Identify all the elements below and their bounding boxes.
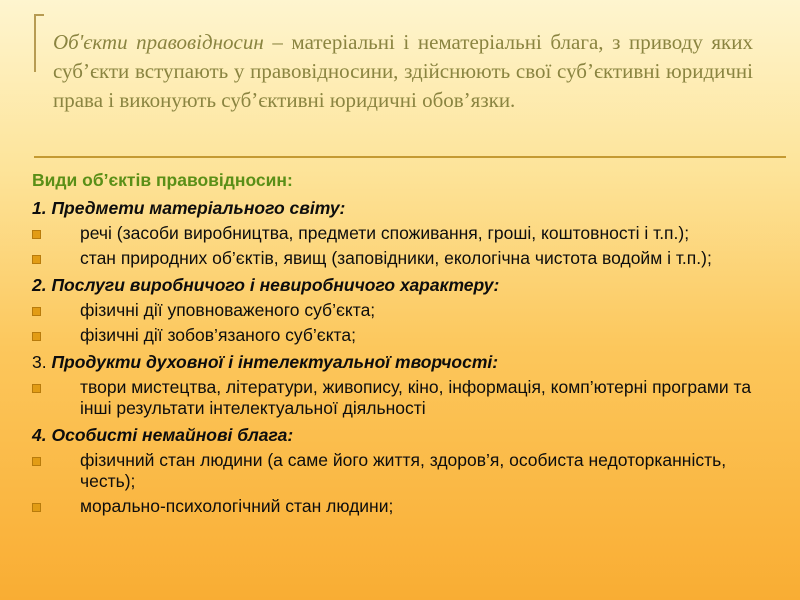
title-divider — [34, 156, 786, 158]
list-item — [32, 325, 772, 346]
section-number: 1. — [32, 198, 47, 218]
content-body — [32, 166, 772, 521]
subheading: Види об’єктів правовідносин: — [32, 170, 293, 190]
list-item-text: твори мистецтва, літератури, живопису, кіно, інформація, комп’ютерні програми та інші результати інтелектуальної діяльності — [80, 377, 752, 418]
section-number: 2. — [32, 275, 47, 295]
square-bullet-icon — [32, 332, 41, 341]
definition-term: Об'єкти правовідносин — [53, 30, 264, 54]
list-item-text: речі (засоби виробництва, предмети споживання, гроші, коштовності і т.п.); — [80, 223, 690, 243]
section-number: 3. — [32, 352, 47, 372]
section-heading — [32, 425, 772, 446]
list-item — [32, 223, 772, 244]
list-item — [32, 377, 772, 419]
square-bullet-icon — [32, 230, 41, 239]
section-number: 4. — [32, 425, 47, 445]
list-item-text: морально-психологічний стан людини; — [80, 496, 394, 516]
square-bullet-icon — [32, 503, 41, 512]
square-bullet-icon — [32, 384, 41, 393]
list-item — [32, 300, 772, 321]
list-item — [32, 450, 772, 492]
list-item-text: фізичні дії уповноваженого суб’єкта; — [80, 300, 376, 320]
section-heading — [32, 275, 772, 296]
title-frame-decoration — [34, 14, 44, 72]
section-title: Предмети матеріального світу: — [46, 198, 346, 218]
square-bullet-icon — [32, 457, 41, 466]
list-item-text: фізичний стан людини (а саме його життя, здоров’я, особиста недоторканність, честь); — [80, 450, 727, 491]
section-title: Продукти духовної і інтелектуальної творчості: — [46, 352, 499, 372]
definition-paragraph — [53, 28, 753, 115]
square-bullet-icon — [32, 307, 41, 316]
list-item — [32, 248, 772, 269]
list-item-text: фізичні дії зобов’язаного суб’єкта; — [80, 325, 356, 345]
section-title: Послуги виробничого і невиробничого характеру: — [46, 275, 500, 295]
section-heading — [32, 352, 772, 373]
square-bullet-icon — [32, 255, 41, 264]
list-item — [32, 496, 772, 517]
section-title: Особисті немайнові блага: — [46, 425, 294, 445]
sections-list — [32, 198, 772, 517]
list-item-text: стан природних об’єктів, явищ (заповідники, екологічна чистота водойм і т.п.); — [80, 248, 712, 268]
section-heading — [32, 198, 772, 219]
definition-text: – матеріальні і нематеріальні блага, з приводу яких суб’єкти вступають у правовідносини, здійснюють свої суб’єктивні юридичні права і виконують суб’єктивні юридичні обов’язки. — [53, 30, 754, 112]
